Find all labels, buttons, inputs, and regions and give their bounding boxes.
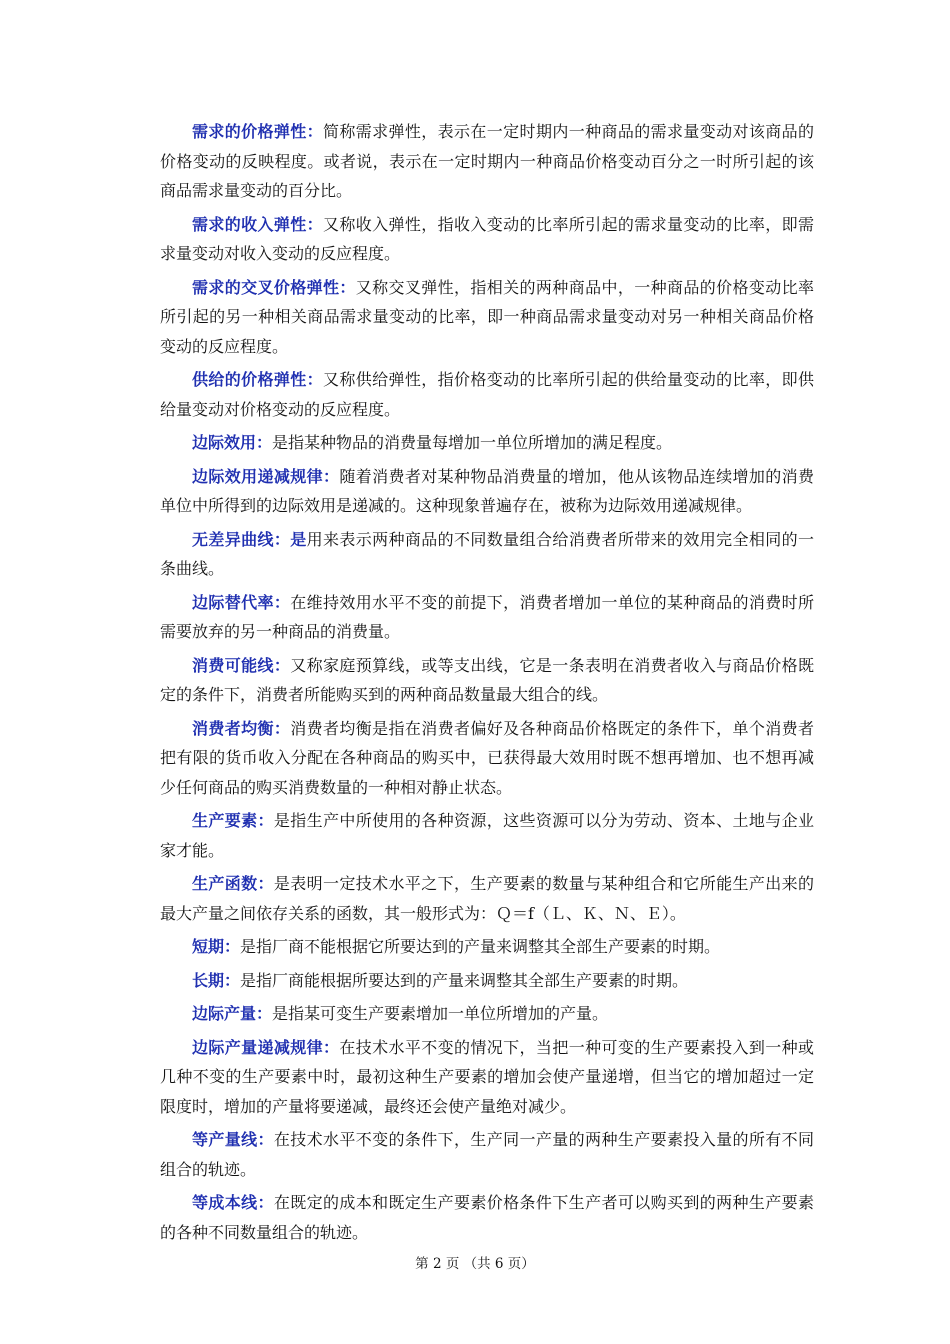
definition: 是指厂商不能根据它所要达到的产量来调整其全部生产要素的时期。 (240, 937, 721, 956)
definition: 是指某可变生产要素增加一单位所增加的产量。 (272, 1004, 609, 1023)
definition: 消费者均衡是指在消费者偏好及各种商品价格既定的条件下，单个消费者把有限的货币收入分配在各种商品的购买中，已获得最大效用时既不想再增加、也不想再减少任何商品的购买消费数量的一种相对静止状态。 (160, 718, 814, 797)
entry-income-elasticity-of-demand (160, 210, 814, 269)
term: 生产要素： (192, 811, 274, 830)
term: 边际替代率： (192, 592, 291, 612)
term: 短期： (192, 937, 241, 956)
definition: 又称家庭预算线，或等支出线，它是一条表明在消费者收入与商品价格既定的条件下，消费者所能购买到的两种商品数量最大组合的线。 (160, 655, 814, 704)
definition: 是指某种物品的消费量每增加一单位所增加的满足程度。 (272, 433, 673, 452)
term: 边际产量递减规律： (192, 1037, 340, 1057)
definition: 是表明一定技术水平之下，生产要素的数量与某种组合和它所能生产出来的最大产量之间依存关系的函数，其一般形式为：Ｑ＝f（Ｌ、Ｋ、Ｎ、Ｅ）。 (160, 874, 814, 923)
entry-diminishing-marginal-utility (160, 462, 814, 521)
entry-factors-of-production (160, 806, 814, 865)
definition: 又称交叉弹性，指相关的两种商品中，一种商品的价格变动比率所引起的另一种相关商品需求量变动的比率，即一种商品需求量变动对另一种相关商品价格变动的反应程度。 (160, 277, 814, 356)
definition: 在既定的成本和既定生产要素价格条件下生产者可以购买到的两种生产要素的各种不同数量组合的轨迹。 (160, 1193, 814, 1242)
term: 需求的收入弹性： (192, 214, 324, 234)
term: 等产量线： (192, 1130, 274, 1149)
entry-budget-line (160, 651, 814, 710)
term: 消费可能线： (192, 655, 291, 675)
definition: 在技术水平不变的条件下，生产同一产量的两种生产要素投入量的所有不同组合的轨迹。 (160, 1130, 814, 1179)
entry-isocost-line (160, 1188, 814, 1247)
entry-isoquant (160, 1125, 814, 1184)
term: 等成本线： (192, 1193, 274, 1212)
term: 边际效用递减规律： (192, 466, 340, 486)
term: 边际产量： (192, 1004, 273, 1023)
definition: 是指厂商能根据所要达到的产量来调整其全部生产要素的时期。 (240, 970, 689, 990)
term: 生产函数： (192, 874, 274, 893)
term: 需求的交叉价格弹性： (192, 277, 356, 297)
term: 长期： (192, 970, 241, 990)
definition: 又称收入弹性，指收入变动的比率所引起的需求量变动的比率，即需求量变动对收入变动的反应程度。 (160, 214, 814, 263)
definition: 随着消费者对某种物品消费量的增加，他从该物品连续增加的消费单位中所得到的边际效用是递减的。这种现象普遍存在，被称为边际效用递减规律。 (160, 466, 814, 515)
term: 供给的价格弹性： (192, 370, 324, 389)
entry-marginal-rate-of-substitution (160, 588, 814, 647)
entry-cross-price-elasticity (160, 273, 814, 362)
term: 需求的价格弹性： (192, 122, 324, 141)
entry-diminishing-marginal-returns (160, 1033, 814, 1122)
term: 边际效用： (192, 433, 273, 452)
document-body (160, 117, 814, 1251)
definition: 简称需求弹性，表示在一定时期内一种商品的需求量变动对该商品的价格变动的反映程度。或者说，表示在一定时期内一种商品价格变动百分之一时所引起的该商品需求量变动的百分比。 (160, 122, 814, 200)
definition: 又称供给弹性，指价格变动的比率所引起的供给量变动的比率，即供给量变动对价格变动的反应程度。 (160, 370, 814, 419)
definition: 在维持效用水平不变的前提下，消费者增加一单位的某种商品的消费时所需要放弃的另一种商品的消费量。 (160, 592, 814, 641)
entry-long-run (160, 966, 814, 996)
term: 无差异曲线：是 (192, 529, 307, 549)
definition: 是指生产中所使用的各种资源，这些资源可以分为劳动、资本、土地与企业家才能。 (160, 811, 814, 860)
entry-marginal-utility (160, 428, 814, 458)
term: 消费者均衡： (192, 718, 291, 738)
definition: 在技术水平不变的情况下，当把一种可变的生产要素投入到一种或几种不变的生产要素中时，最初这种生产要素的增加会使产量递增，但当它的增加超过一定限度时，增加的产量将要递减，最终还会使产量绝对减少。 (160, 1037, 814, 1116)
entry-marginal-product (160, 999, 814, 1029)
entry-production-function (160, 869, 814, 928)
definition: 用来表示两种商品的不同数量组合给消费者所带来的效用完全相同的一条曲线。 (160, 529, 814, 578)
entry-short-run (160, 932, 814, 962)
entry-consumer-equilibrium (160, 714, 814, 803)
entry-price-elasticity-of-demand (160, 117, 814, 206)
entry-indifference-curve (160, 525, 814, 584)
page-footer: 第 2 页 （共 6 页） (415, 1256, 535, 1272)
entry-price-elasticity-of-supply (160, 365, 814, 424)
